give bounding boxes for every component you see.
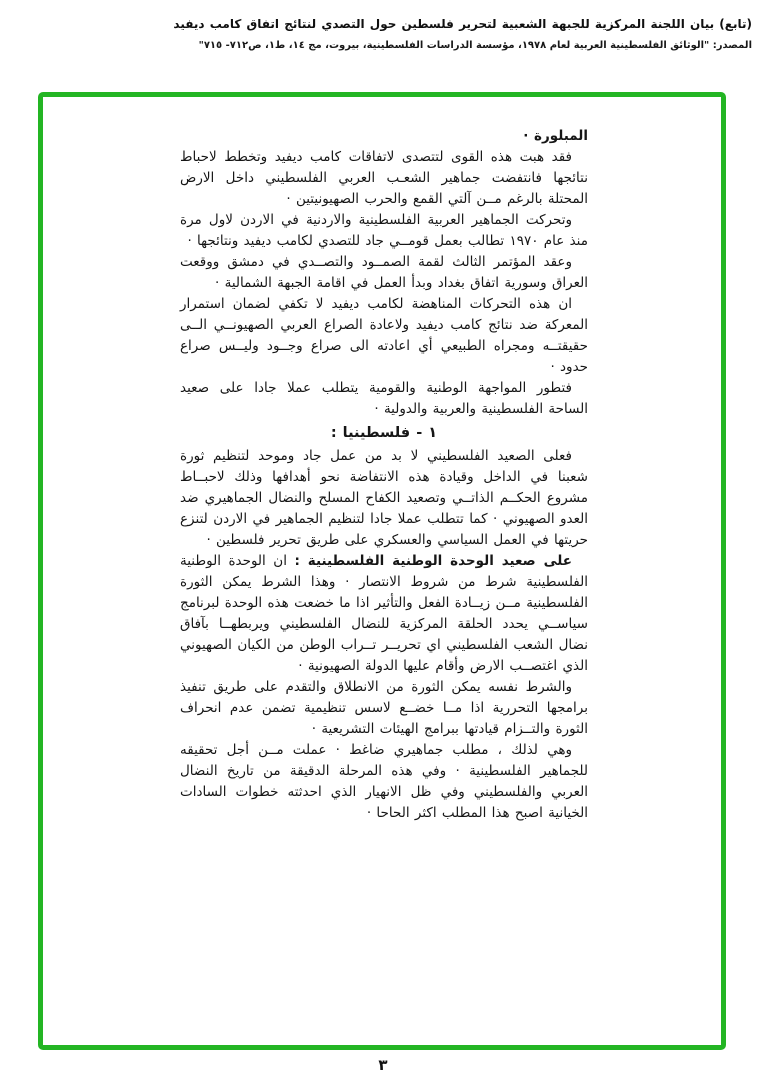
paragraph: فتطور المواجهة الوطنية والقومية يتطلب عملا جادا على صعيد الساحة الفلسطينية والعربية والدولية · [180,380,588,417]
paragraph-text: ان الوحدة الوطنية الفلسطينية شرط من شروط الانتصار · وهذا الشرط يمكن الثورة الفلسطينية مــن زيــادة الفعل والتأثير اذا ما خضعت هذه الوحدة لبرنامج سياســي يحدد الحلقة المركزية للنضال الفلسطيني ويربطهــا بآفاق نضال الشعب الفلسطيني اي تحريــر تــراب الوطن من الكيان الصهيوني الذي اغتصــب الارض وأقام عليها الدولة الصهيونية · [180,553,588,674]
paragraph: ان هذه التحركات المناهضة لكامب ديفيد لا تكفي لضمان استمرار المعركة ضد نتائج كامب ديفيد ولاعادة الصراع العربي الصهيونــي الــى حقيقتــه ومجراه الطبيعي أي اعادته الى صراع وجــود وليــس صراع حدود · [180,296,588,375]
paragraph: والشرط نفسه يمكن الثورة من الانطلاق والتقدم على طريق تنفيذ برامجها التحررية اذا مــا خضــع لاسس تنظيمية تضمن عدم انحراف الثورة والتــزام قيادتها ببرامج الهيئات التشريعية · [180,679,588,737]
paragraph: وتحركت الجماهير العربية الفلسطينية والاردنية في الاردن لاول مرة منذ عام ١٩٧٠ تطالب بعمل قومــي جاد للتصدي لكامب ديفيد ونتائجها · [180,212,588,249]
paragraph: فقد هبت هذه القوى لتتصدى لاتفاقات كامب ديفيد وتخطط لاحباط نتائجها فانتفضت جماهير الشعـب العربي الفلسطيني داخل الارض المحتلة بالرغم مــن آلتي القمع والحرب الصهيونيتين · [180,149,588,207]
paragraph: فعلى الصعيد الفلسطيني لا بد من عمل جاد وموحد لتنظيم ثورة شعبنا في الداخل وقيادة هذه الانتفاضة نحو أهدافها وذلك لاحبــاط مشروع الحكــم الذاتــي وتصعيد الكفاح المسلح والنضال الجماهيري ضد العدو الصهيوني · كما تتطلب عملا جادا لتنظيم الجماهير في الاردن لتنزع حريتها في العمل السياسي والعسكري على طريق تحرير فلسطين · [180,448,588,548]
page-header [16,16,752,51]
document-title: (تابع) بيان اللجنة المركزية للجبهة الشعبية لتحرير فلسطين حول التصدي لنتائج اتفاق كامب ديفيد [173,17,752,31]
paragraph-opening-word: المبلورة · [523,128,588,144]
source-citation: المصدر: "الوثائق الفلسطينية العربية لعام ١٩٧٨، مؤسسة الدراسات الفلسطينية، بيروت، مج ١٤، ط١، ص٧١٢- ٧١٥" [198,40,752,51]
paragraph [180,551,588,677]
paragraph-bold-lead: على صعيد الوحدة الوطنية الفلسطينية : [294,553,572,569]
document-body [180,126,588,824]
page-number: ٣ [378,1056,388,1074]
paragraph: وعقد المؤتمر الثالث لقمة الصمــود والتصــدي في دمشق ووقعت العراق وسورية اتفاق بغداد وبدأ العمل في اقامة الجبهة الشمالية · [180,254,588,291]
paragraph: وهي لذلك ، مطلب جماهيري ضاغط · عملت مــن أجل تحقيقه للجماهير الفلسطينية · وفي هذه المرحلة الدقيقة من تاريخ النضال العربي والفلسطيني وفي ظل الانهيار الذي احدثته خطوات السادات الخيانية اصبح هذا المطلب اكثر الحاحا · [180,742,588,821]
section-heading: ١ - فلسطينيا : [330,425,438,441]
